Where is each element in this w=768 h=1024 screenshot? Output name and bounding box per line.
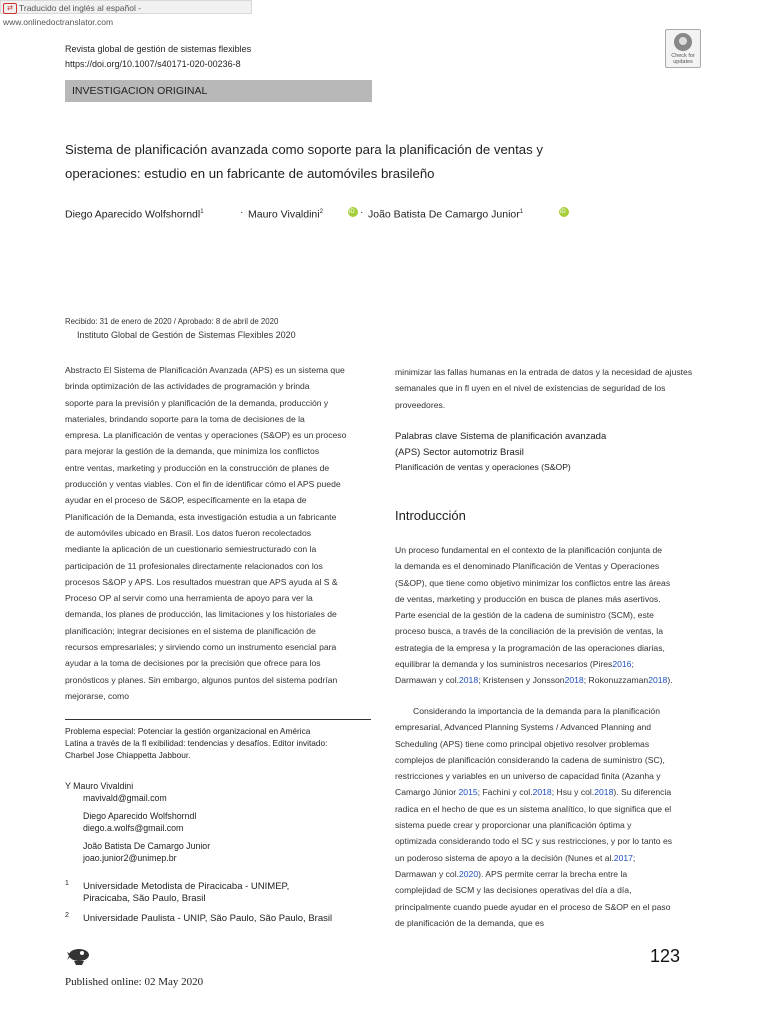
page-number: 123 — [650, 946, 681, 966]
abstract-line: Proceso OP al servir como una herramienta de apoyo para ver la — [65, 593, 313, 604]
translator-text: Traducido del inglés al español - www.onlinedoctranslator.com — [3, 3, 142, 27]
translator-banner[interactable] — [0, 0, 252, 27]
abstract-line: ayudar en el proceso de S&OP, específicamente en la etapa de — [65, 495, 307, 506]
correspondence-marker: Y — [65, 781, 71, 791]
abstract-line: entre ventas, marketing y producción en la construcción de planes de — [65, 462, 330, 473]
contact-name: Mauro Vivaldini — [73, 781, 134, 791]
paragraph-line: optimizada considerando todo el SC y sus restricciones, y por lo tanto es — [395, 836, 673, 847]
abstract-line: planificación; integrar decisiones en el sistema de planificación de — [65, 625, 316, 636]
keywords — [395, 429, 705, 476]
author-separator: · — [360, 206, 364, 218]
abstract-line: procesos S&OP y APS. Los resultados muestran que APS ayuda al S & — [65, 576, 338, 587]
note-line: Latina a través de la fl exibilidad: tendencias y desafíos. Editor invitado: — [65, 738, 328, 748]
keywords-line: Planificación de ventas y operaciones (S&OP) — [395, 462, 571, 472]
contact-name: João Batista De Camargo Junior — [83, 841, 211, 851]
abstract-line: Planificación de la Demanda, esta investigación estudia a un fabricante — [65, 511, 337, 522]
line-text: Camargo Júnior — [395, 787, 459, 798]
keywords-line: Palabras clave Sistema de planificación avanzada — [395, 431, 607, 442]
paragraph-line: Parte esencial de la gestión de la cadena de suministro (SCM), este — [395, 610, 654, 621]
line-text: Darmawan y col. — [395, 868, 459, 879]
article-title — [65, 138, 605, 186]
author-2[interactable] — [248, 204, 323, 223]
dates-line: Recibido: 31 de enero de 2020 / Aprobado: 8 de abril de 2020 — [65, 317, 279, 326]
citation-link[interactable]: 2018 — [594, 787, 614, 798]
paragraph-line: proceso busca, a través de la conciliación de la previsión de ventas, la — [395, 626, 663, 637]
abstract-line: de automóviles ubicado en Brasil. Los datos fueron recolectados — [65, 527, 312, 538]
citation-link[interactable]: 2015 — [458, 787, 478, 798]
intro-paragraph-1 — [395, 542, 705, 689]
abstract-line: minimizar las fallas humanas en la entrada de datos y la necesidad de ajustes — [395, 367, 693, 377]
paragraph-line: Camargo Júnior 2015; Fachini y col.2018; Hsu y col.2018). Su diferencia — [395, 787, 672, 798]
citation-link[interactable]: 2018 — [459, 675, 479, 686]
author-2-name: Mauro Vivaldini — [248, 208, 320, 221]
paragraph-line: radica en el hecho de que es un sistema analítico, lo que significa que el — [395, 803, 672, 814]
author-1-affil: 1 — [200, 209, 204, 215]
affiliation-line: Universidade Metodista de Piracicaba - UNIMEP, — [83, 881, 290, 892]
paragraph-line: (S&OP), que tiene como objetivo minimizar los conflictos entre las áreas — [395, 577, 671, 588]
affiliation-1 — [65, 881, 371, 905]
paragraph-line: de planificación de la demanda, que es — [395, 917, 545, 928]
paragraph-line: Darmawan y col.2018; Kristensen y Jonsson2018; Rokonuzzaman2018). — [395, 675, 673, 686]
paragraph-line: complejidad de SCM y las decisiones operativas del día a día, — [395, 885, 632, 896]
abstract-line: soporte para la previsión y planificación de la demanda, producción y — [65, 397, 329, 408]
line-text: un poderoso sistema de apoyo a la decisión (Nunes et al. — [395, 852, 614, 863]
paragraph-line: sistema puede crear y proporcionar una planificación óptima y — [395, 820, 632, 831]
corresponding-author — [65, 780, 371, 792]
abstract-line: recursos empresariales; y sirviendo como un instrumento esencial para — [65, 642, 337, 653]
author-3[interactable] — [368, 204, 523, 223]
section-heading-introduction: Introducción — [395, 508, 466, 523]
abstract-line: participación de 11 profesionales directamente relacionados con los — [65, 560, 323, 571]
note-line: Problema especial: Potenciar la gestión organizacional en América — [65, 726, 311, 736]
affiliation-2 — [65, 913, 371, 925]
abstract-line: semanales que in fl uyen en el nivel de existencias de seguridad de los — [395, 383, 666, 394]
citation-link[interactable]: 2018 — [532, 787, 552, 798]
paragraph-line: un poderoso sistema de apoyo a la decisión (Nunes et al.2017; — [395, 852, 636, 863]
title-line-1: Sistema de planificación avanzada como soporte para la planificación de ventas y — [65, 142, 543, 157]
correspondence-block — [65, 780, 371, 864]
check-updates-icon — [674, 33, 692, 51]
citation-link[interactable]: 2017 — [613, 852, 633, 863]
copyright-line: Instituto Global de Gestión de Sistemas Flexibles 2020 — [77, 330, 296, 340]
orcid-icon[interactable] — [348, 207, 358, 217]
abstract-line: ayudar a la toma de decisiones por la precisión que ofrece para los — [65, 658, 321, 669]
contact-email[interactable]: mavivald@gmail.com — [83, 793, 167, 803]
title-line-2: operaciones: estudio en un fabricante de automóviles brasileño — [65, 166, 435, 181]
citation-link[interactable]: 2018 — [564, 675, 584, 686]
contact-name: Diego Aparecido Wolfshorndl — [83, 811, 197, 821]
line-text: Kristensen y Jonsson — [482, 675, 565, 686]
paragraph-line: la demanda es el denominado Planificación de Ventas y Operaciones — [395, 561, 660, 572]
intro-paragraph-2 — [395, 703, 705, 931]
citation-link[interactable]: 2020 — [459, 868, 479, 879]
abstract-line: proveedores. — [395, 399, 446, 410]
abstract-line: mejorarse, como — [65, 690, 129, 701]
paragraph-line: restricciones y variables en un universo de capacidad finita (Azanha y — [395, 771, 661, 782]
author-2-affil: 2 — [319, 209, 323, 215]
doi-link[interactable]: https://doi.org/10.1007/s40171-020-00236-8 — [65, 59, 241, 69]
line-text: Darmawan y col. — [395, 675, 459, 686]
abstract-line: empresa. La planificación de ventas y operaciones (S&OP) es un proceso — [65, 430, 347, 441]
orcid-icon[interactable] — [559, 207, 569, 217]
paragraph-line: principalmente cuando puede ayudar en el proceso de S&OP en el paso — [395, 901, 671, 912]
line-text: Rokonuzzaman — [588, 675, 649, 686]
special-issue-note — [65, 725, 371, 761]
line-text: ). APS permite cerrar la brecha entre la — [478, 868, 628, 879]
contact-email[interactable]: joao.junior2@unimep.br — [83, 853, 177, 863]
paragraph-line: estrategia de la empresa y la programación de las operaciones diarias, — [395, 642, 665, 653]
paragraph-line: equilibrar la demanda y los suministros necesarios (Pires2016; — [395, 659, 634, 670]
author-1[interactable] — [65, 204, 204, 223]
paragraph-line: de ventas, marketing y producción en busca de planes más asertivos. — [395, 593, 661, 604]
published-online: Published online: 02 May 2020 — [65, 976, 204, 988]
abstract-line: mediante la aplicación de un cuestionario semiestructurado con la — [65, 544, 317, 555]
paragraph-line — [395, 866, 705, 882]
abstract-line: demanda, los planes de producción, las limitaciones y los historiales de — [65, 609, 337, 620]
affiliation-line: Universidade Paulista - UNIP, São Paulo, São Paulo, Brasil — [83, 913, 333, 924]
paragraph-line: Un proceso fundamental en el contexto de la planificación conjunta de — [395, 545, 663, 555]
line-text: ). Su diferencia — [613, 787, 672, 798]
contact-email[interactable]: diego.a.wolfs@gmail.com — [83, 823, 184, 833]
abstract-line: brinda optimización de las actividades de programación y brinda — [65, 381, 310, 392]
springer-logo-icon — [64, 946, 94, 966]
paragraph-line: empresarial, Advanced Planning Systems / Advanced Planning and — [395, 722, 652, 733]
author-separator: · — [240, 206, 244, 218]
affiliation-number: 1 — [65, 880, 69, 887]
abstract-line: materiales, brindando soporte para la toma de decisiones de la — [65, 413, 305, 424]
paragraph-line: complejos de planificación considerando la cadena de suministro (SC), — [395, 754, 665, 765]
note-line: Charbel Jose Chiappetta Jabbour. — [65, 750, 191, 760]
footnote-divider — [65, 719, 371, 720]
citation-link[interactable]: 2018 — [648, 675, 668, 686]
journal-header — [65, 42, 251, 72]
abstract-line: pronósticos y planes. Sin embargo, algunos puntos del sistema podrían — [65, 674, 338, 685]
citation-link[interactable]: 2016 — [612, 659, 632, 670]
check-updates-label: Check for updates — [671, 53, 695, 65]
abstract-line: producción y ventas viables. Con el fin de identificar cómo el APS puede — [65, 479, 341, 490]
affiliation-line: Piracicaba, São Paulo, Brasil — [83, 893, 206, 904]
line-text: Hsu y col. — [556, 787, 595, 798]
abstract — [65, 362, 371, 704]
affiliation-number: 2 — [65, 912, 69, 919]
keywords-line: (APS) Sector automotriz Brasil — [395, 446, 524, 458]
author-1-name: Diego Aparecido Wolfshorndl — [65, 208, 201, 221]
paragraph-line: Scheduling (APS) tiene como principal objetivo resolver problemas — [395, 738, 650, 749]
author-3-affil: 1 — [519, 209, 524, 215]
author-3-name: João Batista De Camargo Junior — [368, 208, 520, 221]
line-text: equilibrar la demanda y los suministros necesarios (Pires — [395, 659, 613, 670]
section-label: INVESTIGACION ORIGINAL — [65, 80, 372, 102]
translate-icon: ⇄ — [3, 3, 17, 14]
check-for-updates-button[interactable] — [665, 29, 701, 68]
abstract-continuation — [395, 364, 705, 413]
abstract-line: para mejorar la gestión de la demanda, que minimiza los conflictos — [65, 446, 320, 457]
paragraph-line: Considerando la importancia de la demanda para la planificación — [413, 706, 660, 716]
author-list — [65, 204, 625, 220]
line-text: Fachini y col. — [482, 787, 533, 798]
journal-name: Revista global de gestión de sistemas flexibles — [65, 44, 252, 54]
abstract-line: Abstracto El Sistema de Planificación Avanzada (APS) es un sistema que — [65, 365, 345, 375]
